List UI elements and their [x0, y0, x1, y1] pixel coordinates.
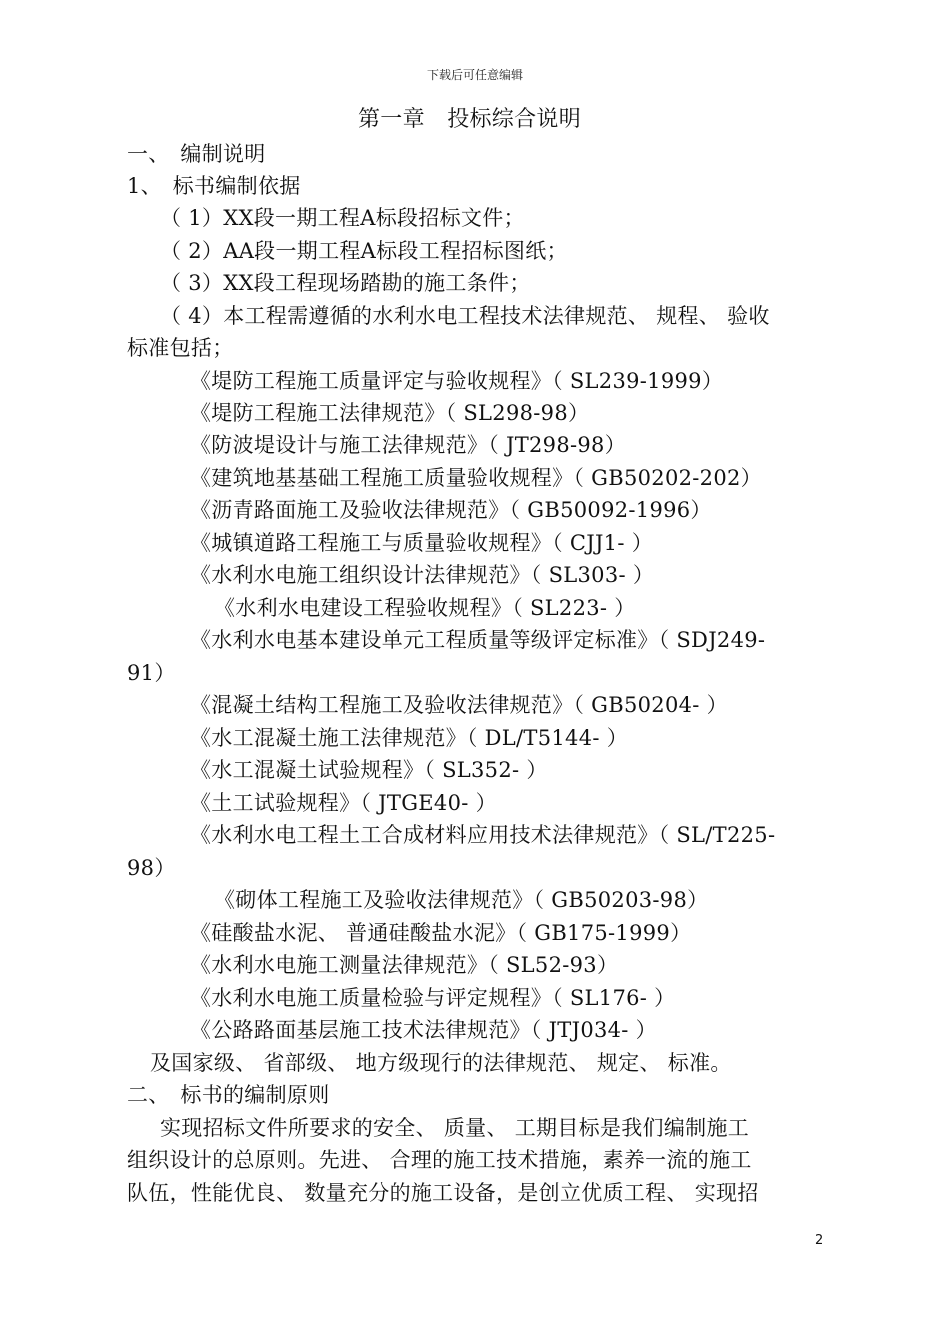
standard-item: 《城镇道路工程施工与质量验收规程》（ CJJ1- ） [190, 531, 654, 555]
paragraph-line: 实现招标文件所要求的安全、 质量、 工期目标是我们编制施工 [160, 1116, 750, 1140]
chapter-title: 第一章 投标综合说明 [358, 107, 582, 132]
section-heading-2: 二、 标书的编制原则 [127, 1083, 330, 1107]
section-heading-1: 一、 编制说明 [127, 142, 266, 166]
standard-item: 《水利水电基本建设单元工程质量等级评定标准》（ SDJ249- [190, 628, 766, 652]
paragraph-line: 队伍，性能优良、 数量充分的施工设备，是创立优质工程、 实现招 [127, 1181, 759, 1205]
standard-item: 《沥青路面施工及验收法律规范》（ GB50092-1996） [190, 498, 712, 522]
basis-item: （ 3）XX段工程现场踏勘的施工条件； [160, 271, 531, 295]
standard-item: 《建筑地基基础工程施工质量验收规程》（ GB50202-202） [190, 466, 762, 490]
standard-item: 《水工混凝土试验规程》（ SL352- ） [190, 758, 548, 782]
standard-item-continuation: 98） [127, 856, 176, 880]
standard-item: 《防波堤设计与施工法律规范》（ JT298-98） [190, 433, 626, 457]
standard-item: 《水工混凝土施工法律规范》（ DL/T5144- ） [190, 726, 629, 750]
standard-item: 《水利水电建设工程验收规程》（ SL223- ） [214, 596, 636, 620]
basis-item: （ 2）AA段一期工程A标段工程招标图纸； [160, 239, 568, 263]
closing-line: 及国家级、 省部级、 地方级现行的法律规范、 规定、 标准。 [150, 1051, 732, 1075]
page-number: 2 [815, 1233, 824, 1248]
standard-item: 《公路路面基层施工技术法律规范》（ JTJ034- ） [190, 1018, 657, 1042]
standard-item: 《水利水电施工质量检验与评定规程》（ SL176- ） [190, 986, 676, 1010]
standard-item: 《土工试验规程》（ JTGE40- ） [190, 791, 497, 815]
standard-item: 《硅酸盐水泥、 普通硅酸盐水泥》（ GB175-1999） [190, 921, 692, 945]
standard-item: 《堤防工程施工质量评定与验收规程》（ SL239-1999） [190, 369, 724, 393]
standard-item: 《堤防工程施工法律规范》（ SL298-98） [190, 401, 590, 425]
paragraph-line: 组织设计的总原则。先进、 合理的施工技术措施，素养一流的施工 [127, 1148, 752, 1172]
standard-item: 《水利水电工程土工合成材料应用技术法律规范》（ SL/T225- [190, 823, 776, 847]
standard-item: 《水利水电施工测量法律规范》（ SL52-93） [190, 953, 619, 977]
basis-item-continuation: 标准包括； [127, 336, 234, 360]
standard-item: 《水利水电施工组织设计法律规范》（ SL303- ） [190, 563, 655, 587]
standard-item: 《混凝土结构工程施工及验收法律规范》（ GB50204- ） [190, 693, 728, 717]
basis-item: （ 1）XX段一期工程A标段招标文件； [160, 206, 525, 230]
standard-item-continuation: 91） [127, 661, 176, 685]
standard-item: 《砌体工程施工及验收法律规范》（ GB50203-98） [214, 888, 709, 912]
header-note: 下载后可任意编辑 [426, 68, 523, 82]
basis-item: （ 4）本工程需遵循的水利水电工程技术法律规范、 规程、 验收 [160, 304, 770, 328]
subsection-heading-1-1: 1、 标书编制依据 [127, 174, 301, 198]
